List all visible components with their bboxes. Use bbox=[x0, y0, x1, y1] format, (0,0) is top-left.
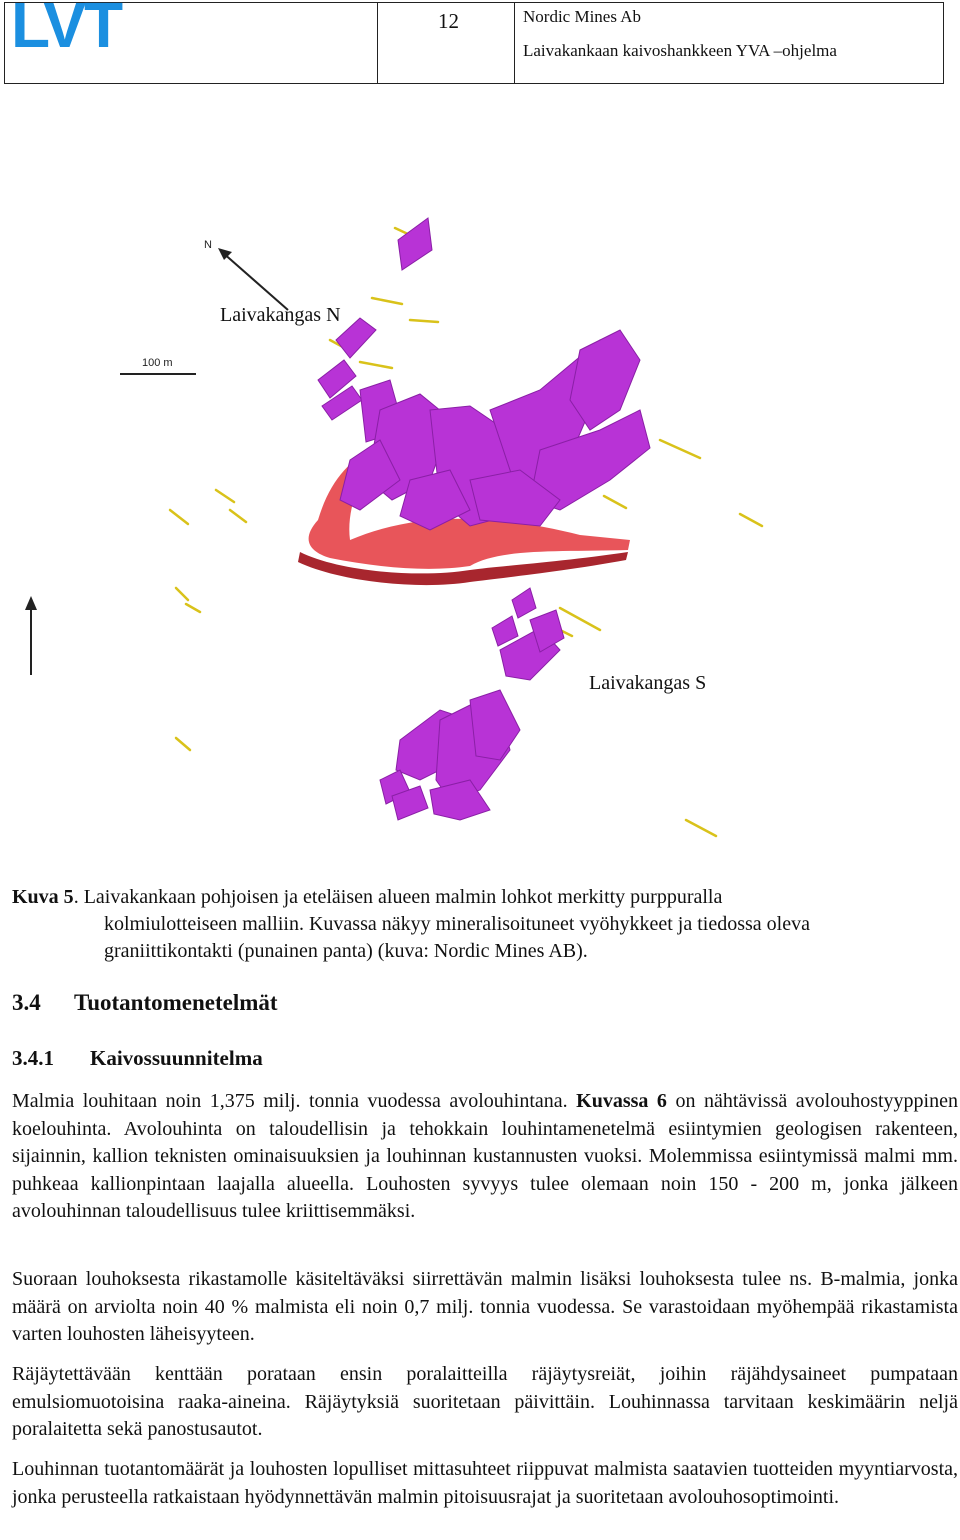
subsection-number: 3.4.1 bbox=[12, 1046, 54, 1070]
ore-model-illustration bbox=[0, 180, 960, 860]
ore-blocks-north bbox=[318, 218, 650, 530]
ore-blocks-south bbox=[380, 690, 520, 820]
document-info-cell bbox=[515, 3, 943, 83]
company-name: Nordic Mines Ab bbox=[523, 7, 642, 26]
paragraph-production: Louhinnan tuotantomäärät ja louhosten lopulliset mittasuhteet riippuvat malmista saatavien tuotteiden myyntiarvosta, jonka perusteella ratkaistaan hyödynnettävän malmin pitoisuusrajat ja suoritetaan avolouhosoptimointi. bbox=[12, 1458, 958, 1508]
paragraph-mining-plan bbox=[12, 1088, 958, 1226]
paragraph-b-ore: Suoraan louhoksesta rikastamolle käsiteltäväksi siirrettävän malmin lisäksi louhoksesta tulee ns. B-malmia, jonka määrä on arviolta noin 40 % malmista eli noin 0,7 milj. tonnia vuodessa. Se varastoidaan myöhempää rikastamista varten louhosten läheisyyteen. bbox=[12, 1268, 958, 1345]
label-laivakangas-n: Laivakangas N bbox=[220, 304, 341, 326]
north-label: N bbox=[204, 239, 212, 251]
paragraph-1-part-a: Malmia louhitaan noin 1,375 milj. tonnia vuodessa avolouhintana. bbox=[12, 1090, 577, 1112]
caption-lead: Kuva 5 bbox=[12, 886, 74, 908]
figure-caption bbox=[12, 884, 942, 965]
project-title: Laivakankaan kaivoshankkeen YVA –ohjelma bbox=[523, 41, 837, 60]
ore-blocks-middle bbox=[492, 588, 564, 680]
page-number: 12 bbox=[438, 9, 459, 33]
logo-cell bbox=[5, 0, 378, 83]
up-arrow-icon bbox=[25, 596, 37, 675]
lvt-logo: LVT bbox=[11, 0, 122, 61]
figure-reference: Kuvassa 6 bbox=[576, 1090, 667, 1112]
label-laivakangas-s: Laivakangas S bbox=[589, 672, 707, 694]
caption-text-rest: kolmiulotteiseen malliin. Kuvassa näkyy mineralisoituneet vyöhykkeet ja tiedossa oleva graniittikontakti (punainen panta) (kuva: Nordic Mines AB). bbox=[104, 913, 810, 962]
page-header bbox=[4, 2, 944, 84]
scale-bar bbox=[120, 357, 196, 374]
section-number: 3.4 bbox=[12, 990, 41, 1015]
subsection-heading bbox=[12, 1046, 263, 1071]
caption-text-first: . Laivakankaan pohjoisen ja eteläisen alueen malmin lohkot merkitty purppuralla bbox=[73, 886, 723, 908]
paragraph-blasting: Räjäytettävään kenttään porataan ensin poralaitteilla räjäytysreiät, joihin räjähdysaineet pumpataan emulsiomuotoisina raaka-aineina. Räjäytyksiä suoritetaan päivittäin. Louhinnassa tarvitaan keskimäärin neljä poralaitetta sekä panostusautot. bbox=[12, 1363, 958, 1440]
section-title: Tuotantomenetelmät bbox=[74, 990, 278, 1015]
north-arrow-icon bbox=[204, 239, 288, 310]
ore-model-figure bbox=[0, 180, 960, 860]
page-number-cell bbox=[378, 3, 515, 83]
scale-label: 100 m bbox=[142, 357, 173, 369]
subsection-title: Kaivossuunnitelma bbox=[90, 1046, 263, 1070]
paragraph-1-part-b: on nähtävissä avolouhostyyppinen koelouhinta. Avolouhinta on taloudellisin ja tehokkain louhintamenetelmä esiintymien geologisen rakenteen, sijainnin, kallion teknisten ominaisuuksien ja louhinnan kustannusten vuoksi. Molemmissa esiintymissä malmi mm. puhkeaa kallionpintaan laajalla alueella. Louhosten syvyys tulee olemaan noin 150 - 200 m, jonka jälkeen avolouhinnan taloudellisuus tulee kriittisemmäksi. bbox=[12, 1090, 958, 1222]
section-heading bbox=[12, 990, 278, 1016]
